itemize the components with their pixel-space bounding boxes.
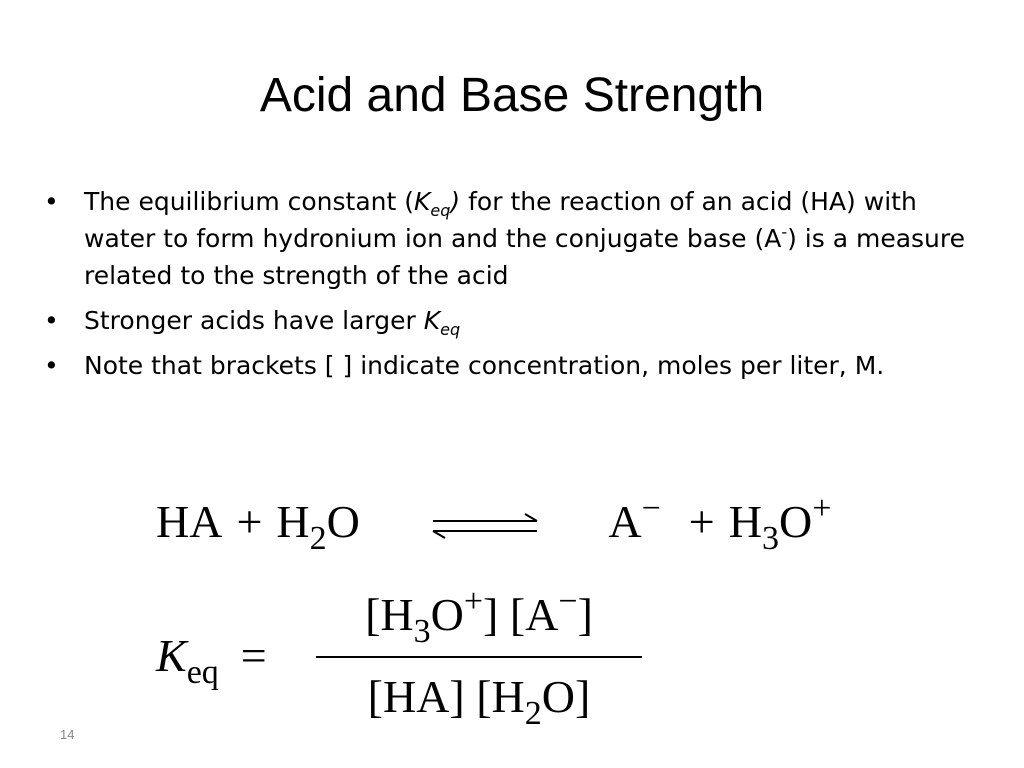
numerator-text: ] <box>577 589 593 640</box>
reactant-water-h: H <box>276 496 310 547</box>
bullet-text: Note that brackets [ ] indicate concentration, moles per liter, M. <box>84 351 885 380</box>
bullet-text: The equilibrium constant ( <box>84 187 414 216</box>
reactant-ha: HA <box>156 496 223 547</box>
charge-minus: − <box>641 490 661 527</box>
keq-symbol-eq: eq <box>430 201 451 220</box>
fraction-denominator <box>316 668 642 732</box>
bullet-text: for the reaction of an acid (HA) with water to form hydronium ion and the conjugate base (A <box>84 187 917 253</box>
bullet-list <box>44 183 974 392</box>
equilibrium-arrows-icon <box>429 498 541 554</box>
subscript-2: 2 <box>309 520 327 557</box>
subscript-3: 3 <box>413 613 431 650</box>
bullet-icon: • <box>44 306 59 335</box>
product-hydronium-o: O <box>778 496 813 547</box>
subscript-2: 2 <box>524 695 542 732</box>
bullet-text: ) is a measure related to the strength of the acid <box>84 224 966 290</box>
charge-plus: + <box>812 490 832 527</box>
charge-minus: − <box>558 583 578 620</box>
numerator-text: [H <box>365 589 414 640</box>
keq-symbol-k: K <box>156 630 187 681</box>
bullet-text: Stronger acids have larger <box>84 306 424 335</box>
keq-symbol-k: K <box>414 187 431 216</box>
product-hydronium-h: H <box>728 496 762 547</box>
numerator-text: ] [A <box>483 589 559 640</box>
fraction-numerator <box>316 583 642 650</box>
bullet-icon: • <box>44 351 59 380</box>
bullet-item-brackets-note <box>44 347 974 384</box>
keq-symbol-k: K <box>423 306 441 335</box>
bullet-text: ) <box>450 187 461 216</box>
subscript-3: 3 <box>761 520 779 557</box>
fraction-bar <box>316 656 642 658</box>
page-number: 14 <box>60 727 75 742</box>
denominator-text: [HA] [H <box>367 671 525 722</box>
bullet-icon: • <box>44 187 59 216</box>
numerator-text: O <box>430 589 464 640</box>
bullet-item-stronger-acids <box>44 302 974 339</box>
keq-symbol-eq: eq <box>186 654 219 691</box>
denominator-text: O] <box>541 671 591 722</box>
plus-sign: + <box>688 496 715 547</box>
keq-symbol-eq: eq <box>440 320 461 339</box>
charge-plus: + <box>463 583 484 620</box>
product-a: A <box>608 496 642 547</box>
equals-sign: = <box>240 630 267 681</box>
reaction-equation <box>156 490 832 557</box>
keq-expression-label <box>156 628 267 691</box>
plus-sign: + <box>236 496 263 547</box>
reactant-water-o: O <box>326 496 360 547</box>
slide-title: Acid and Base Strength <box>259 69 765 122</box>
keq-fraction <box>316 583 642 732</box>
bullet-item-equilibrium-constant <box>44 183 974 294</box>
charge-minus: - <box>781 222 788 242</box>
